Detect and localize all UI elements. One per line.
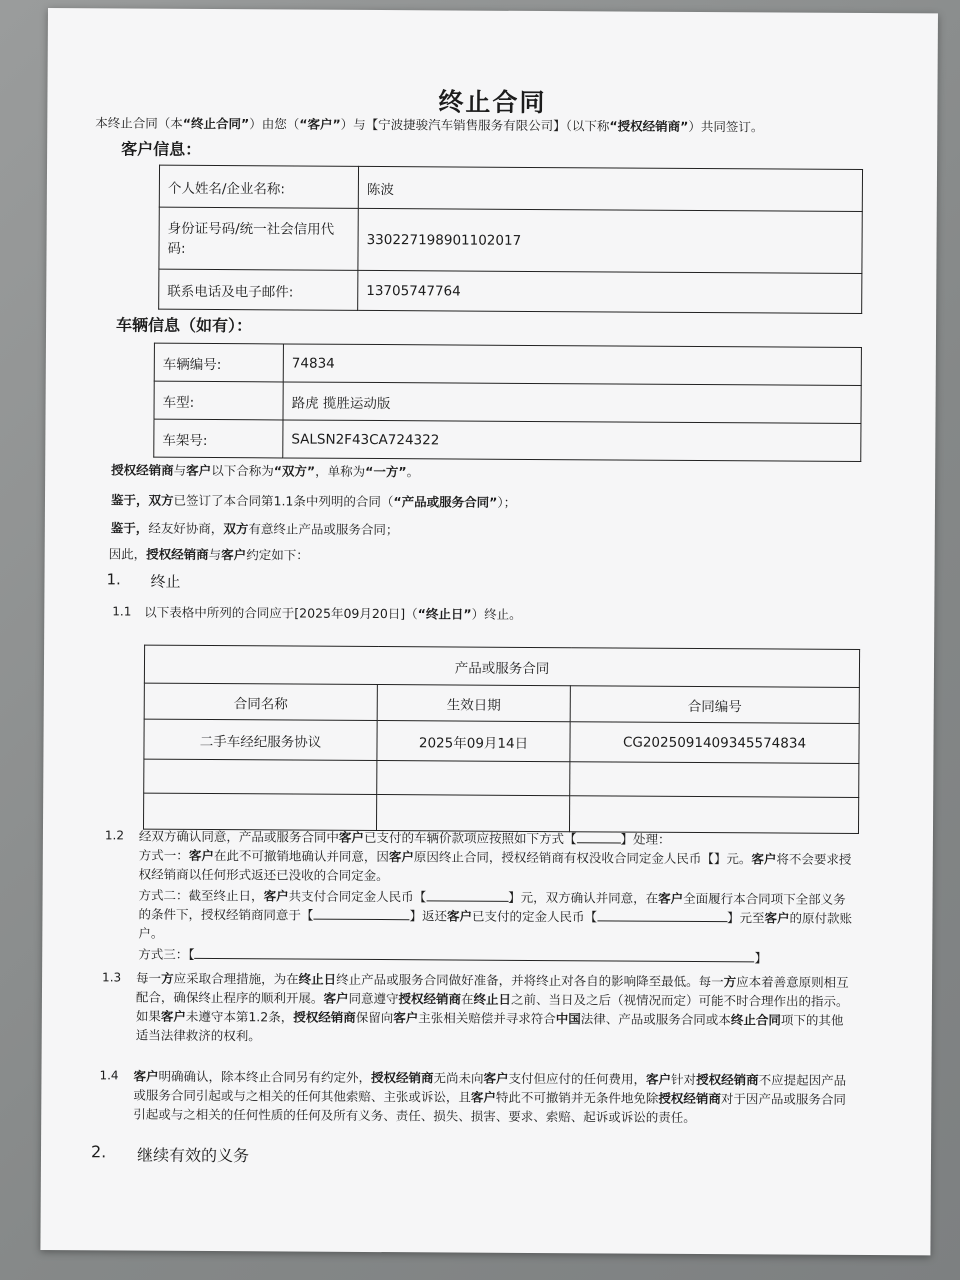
clause-term: 方 [723,974,737,990]
table-row [159,207,862,273]
clause-text: 针对 [671,1071,697,1087]
intro-paragraph [95,115,763,135]
clause-1-4-number: 1.4 [99,1068,119,1083]
whereas-text: “产品或服务合同” [393,494,498,510]
clause-1-3-text [136,969,926,1050]
section-1-title: 终止 [150,572,181,591]
clause-term: 客户 [658,890,684,906]
clause-1-3-number: 1.3 [102,970,122,985]
clause-text: 户。 [138,925,164,941]
clause-term: 授权经销商 [658,1090,721,1107]
document-page [40,8,938,1255]
clause-text: 未遵守本第1.2条， [185,1008,294,1025]
clause-text: 】 [754,950,768,966]
clause-1-4-text [133,1067,923,1129]
contract-table-caption: 产品或服务合同 [144,645,859,687]
clause-text: 】元，双方确认并同意，在 [508,889,659,906]
effective-date-cell: 2025年09月14日 [377,721,570,762]
contract-name-cell [143,793,376,830]
clause-term: 授权经销商 [398,991,462,1007]
whereas-text: 双方 [223,521,249,537]
table-row [144,645,859,687]
clause-term: 客户 [764,910,790,926]
clause-text: 在此不可撤销地确认并同意，因 [213,848,389,865]
customer-contact-value: 13705747764 [358,270,862,313]
parties-text: “双方” [273,463,316,479]
table-row [154,381,861,423]
table-row [154,419,861,461]
clause-term: 终止合同 [730,1012,781,1028]
customer-id-label: 身份证号码/统一社会信用代码: [159,207,358,270]
parties-text: ，单称为 [315,463,366,479]
customer-id-value: 330227198901102017 [358,208,862,273]
clause-term: 客户 [263,888,289,904]
vehicle-vin-value: SALSN2F43CA724322 [283,420,861,462]
clause-text: 主张相关赔偿并寻求符合 [418,1010,556,1027]
whereas-text: 双方 [148,492,174,508]
customer-name-label: 个人姓名/企业名称: [159,165,358,208]
blank-field [597,920,727,922]
clause-term: 终止日 [473,991,512,1007]
whereas-text: 有意终止产品或服务合同； [248,521,399,538]
clause-text: 共支付合同定金人民币【 [288,888,427,905]
clause-text: 保留向 [355,1009,394,1026]
contract-number-cell [570,762,859,798]
clause-text: 引起或与之相关的任何性质的任何及所有义务、责任、损失、损害、要求、索赔、起诉或诉讼的责任。 [133,1106,696,1125]
option-label: 方式一： [138,847,189,863]
clause-text: 对于因产品或服务合同 [720,1091,846,1107]
clause-text: 已支付的定金人民币【 [471,908,598,925]
clause-term: 授权经销商 [370,1069,434,1086]
effective-date-cell [376,795,569,832]
column-header-contract-number: 合同编号 [570,686,859,724]
clause-1-2-number: 1.2 [104,828,125,843]
clause-term: 客户 [338,829,365,845]
intro-term: “客户” [299,116,341,132]
contract-number-cell: CG2025091409345574834 [570,722,859,764]
whereas-text: 已签订了本合同第1.1条中列明的合同（ [173,492,394,510]
contract-name-cell: 二手车经纪服务协议 [144,719,377,760]
clause-1-1-text [144,605,521,623]
clause-term: 授权经销商 [696,1071,759,1088]
section-1-number: 1. [106,570,121,589]
clause-text: 或服务合同引起或与之相关的任何其他索赔、主张或诉讼，且 [133,1087,471,1105]
intro-text: 本终止合同（本 [95,115,183,131]
clause-text: 项下的其他 [780,1012,844,1028]
table-row [144,719,859,763]
parties-text: 与 [173,462,187,478]
option-label: 方式三：【 [138,946,195,962]
whereas-text: ）； [497,494,517,510]
table-header-row [144,683,859,723]
parties-text: “一方” [365,463,407,480]
clause-text: 原因终止合同，授权经销商有权没收合同定金人民币【】元。 [413,849,752,867]
effective-date-cell [377,761,570,796]
parties-paragraph [111,462,419,480]
clause-text: 如果 [135,1008,161,1024]
clause-term: 客户 [188,847,214,864]
clause-term: 客户 [483,1070,509,1086]
clause-text: 】处理： [620,831,671,847]
clause-text: 支付但应付的任何费用， [508,1070,647,1087]
customer-name-value: 陈波 [358,166,862,211]
clause-text: 】返还 [409,908,448,924]
intro-term: “授权经销商” [609,118,689,134]
clause-text: 特此不可撤销并无条件地免除 [495,1089,659,1106]
clause-term: 客户 [446,908,473,924]
clause-1-1-number: 1.1 [112,604,132,619]
contract-number-cell [569,796,858,834]
vehicle-number-value: 74834 [283,344,861,386]
intro-term: “终止合同” [182,115,250,132]
clause-text: 的原付款账 [789,910,853,926]
blank-field [194,958,754,962]
clause-text: 以下表格中所列的合同应于[2025年09月20日]（ [144,604,418,622]
clause-text: 之前、当日及之后（视情况而定）可能不时合理作出的指示。 [511,991,849,1009]
clause-term: 客户 [646,1071,672,1087]
clause-text: 明确确认，除本终止合同另有约定外， [158,1068,372,1085]
clause-text: 将不会要求授 [776,851,852,867]
clause-term: 客户 [393,1010,419,1026]
clause-text: 同意遵守 [348,990,399,1007]
section-2-number: 2. [90,1142,107,1162]
clause-text: 不应提起因产品 [758,1072,847,1088]
clause-term: 客户 [388,849,414,865]
clause-text: 已支付的车辆价款项应按照如下方式【 [363,829,577,847]
vehicle-number-label: 车辆编号: [154,343,283,382]
intro-text: ）共同签订。 [688,118,764,135]
whereas-text: 鉴于， [110,492,149,508]
contract-name-cell [144,759,377,794]
table-row [159,269,862,313]
clause-term: “终止日” [417,606,472,622]
vehicle-vin-label: 车架号: [154,419,283,458]
contract-table [143,645,860,834]
whereas-paragraph-1 [111,492,516,510]
customer-info-table [158,165,863,314]
therefore-paragraph [109,546,309,563]
blank-field [313,919,409,921]
clause-text: 应本着善意原则相互 [736,974,849,990]
clause-term: 客户 [470,1089,496,1105]
clause-term: 客户 [160,1008,186,1024]
clause-text: ）终止。 [471,606,522,622]
section-2-title: 继续有效的义务 [136,1145,250,1166]
clause-text: 权经销商以任何形式返还已没收的合同定金。 [138,866,389,884]
therefore-text: 约定如下： [246,547,309,563]
table-row [144,759,859,797]
blank-field [576,842,620,843]
clause-text: 无尚未向 [433,1070,484,1086]
clause-term: 中国 [555,1011,581,1027]
vehicle-model-label: 车型: [154,381,283,420]
clause-term: 客户 [133,1068,159,1084]
clause-text: 每一 [136,970,162,986]
clause-term: 方 [161,970,174,986]
clause-term: 终止日 [298,971,337,987]
whereas-text: 鉴于， [110,520,149,536]
document-title: 终止合同 [438,87,547,118]
vehicle-model-value: 路虎 揽胜运动版 [283,382,861,424]
clause-text: 经双方确认同意，产品或服务合同中 [138,828,340,845]
therefore-text: 客户 [221,547,247,563]
blank-field [426,900,508,902]
vehicle-heading: 车辆信息（如有）： [116,315,253,336]
clause-text: 的条件下，授权经销商同意于【 [138,906,314,923]
clause-text: 适当法律救济的权利。 [135,1027,261,1044]
parties-text: 客户 [186,462,212,479]
clause-1-2-text [138,827,919,969]
parties-text: 授权经销商 [111,462,174,478]
whereas-text: 经友好协商， [148,520,224,537]
parties-text: 以下合称为 [211,463,274,479]
clause-text: 】元至 [726,910,765,926]
clause-text: 应采取合理措施，为在 [173,970,299,987]
column-header-effective-date: 生效日期 [377,685,570,722]
clause-term: 授权经销商 [293,1009,356,1025]
whereas-paragraph-2 [111,520,399,538]
table-row [159,165,862,211]
vehicle-info-table [153,343,862,462]
clause-term: 客户 [751,851,777,867]
intro-text: ）与【宁波捷骏汽车销售服务有限公司】（以下称 [340,116,610,134]
column-header-contract-name: 合同名称 [144,683,377,720]
intro-text: ）由您（ [249,116,300,132]
clause-text: 在 [460,991,474,1007]
therefore-text: 因此， [108,546,147,562]
customer-contact-label: 联系电话及电子邮件: [159,269,358,310]
therefore-text: 授权经销商 [146,546,209,562]
clause-term: 客户 [323,990,349,1006]
table-row [154,343,861,385]
parties-text: 。 [406,464,420,480]
clause-text: 法律、产品或服务合同或本 [580,1011,731,1028]
option-label: 方式二：截至终止日， [138,887,264,904]
clause-text: 全面履行本合同项下全部义务 [683,890,846,907]
clause-text: 配合，确保终止程序的顺利开展。 [135,989,324,1006]
therefore-text: 与 [208,546,222,563]
clause-line [138,945,918,969]
clause-text: 终止产品或服务合同做好准备，并将终止对各自的影响降至最低。每一 [336,971,724,990]
customer-heading: 客户信息： [121,139,202,159]
